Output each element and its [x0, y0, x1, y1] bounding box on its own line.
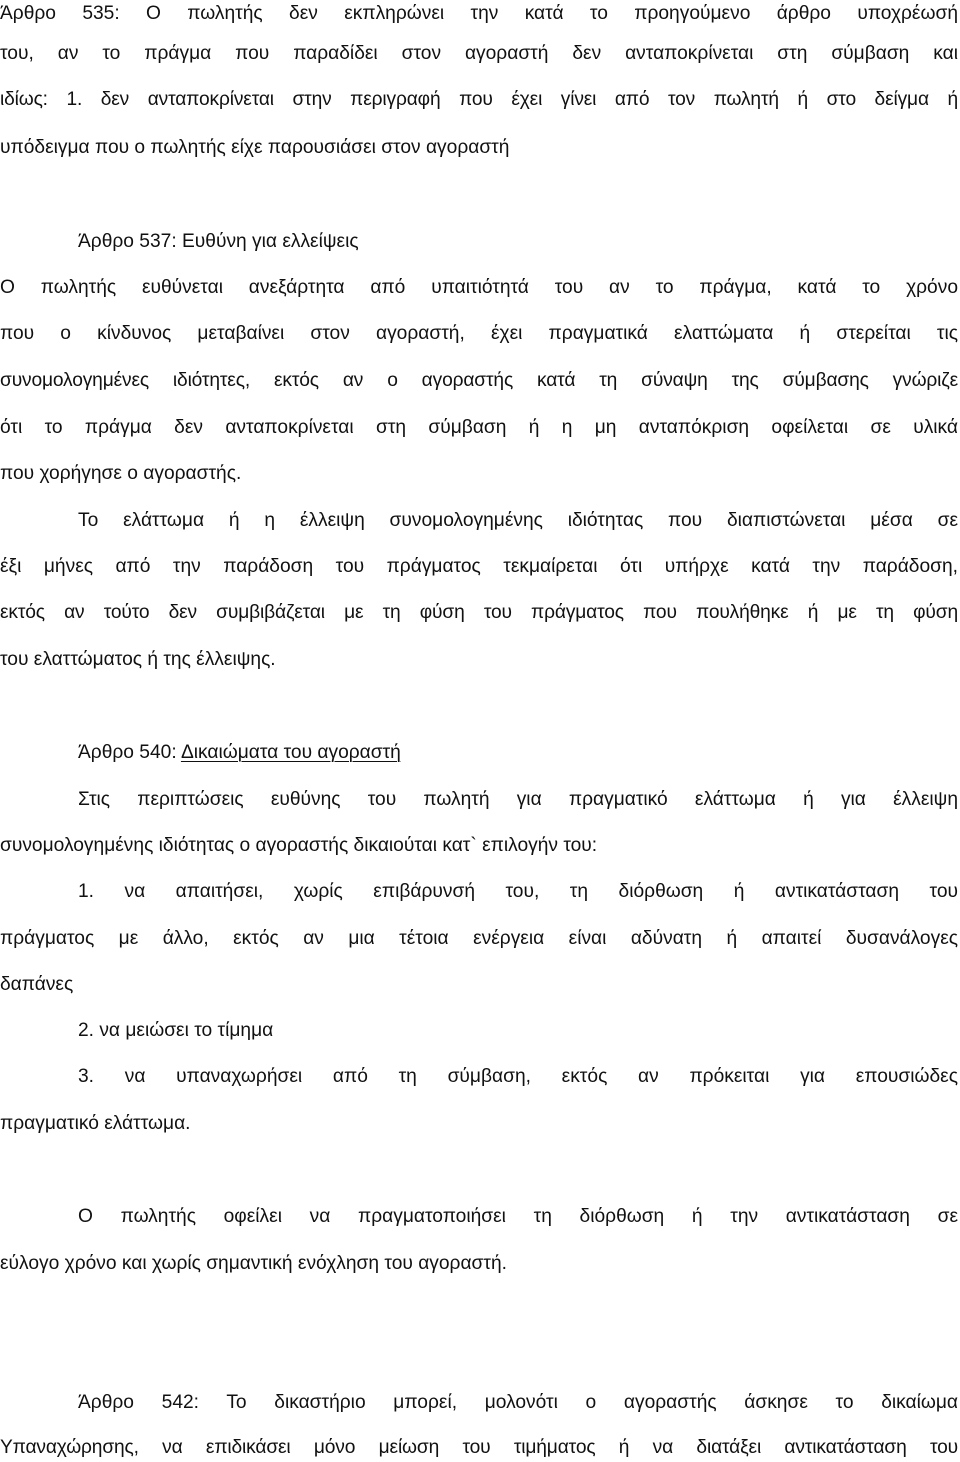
remedy-1-line-2: πράγματος με άλλο, εκτός αν μια τέτοια ενέργεια είναι αδύνατη ή απαιτεί δυσανάλογες [0, 928, 958, 949]
remedy-2: 2. να μειώσει το τίμημα [78, 1020, 274, 1041]
article-542-line-1: Άρθρο 542: Το δικαστήριο μπορεί, μολονότι ο αγοραστής άσκησε το δικαίωμα [78, 1392, 958, 1413]
article-537-line-4: ότι το πράγμα δεν ανταποκρίνεται στη σύμβαση ή η μη ανταπόκριση οφείλεται σε υλικά [0, 417, 958, 438]
defect-presumption-line-2: έξι μήνες από την παράδοση του πράγματος τεκμαίρεται ότι υπήρχε κατά την παράδοση, [0, 556, 958, 577]
article-535-line-4: υπόδειγμα που ο πωλητής είχε παρουσιάσει στον αγοραστή [0, 137, 510, 158]
article-540-heading [78, 739, 401, 767]
article-540-line-1: Στις περιπτώσεις ευθύνης του πωλητή για πραγματικό ελάττωμα ή για έλλειψη [78, 789, 958, 810]
article-542-line-2: Υπαναχώρησης, να επιδικάσει μόνο μείωση του τιμήματος ή να διατάξει αντικατάσταση του [0, 1437, 958, 1458]
remedy-1-line-1: 1. να απαιτήσει, χωρίς επιβάρυνσή του, τη διόρθωση ή αντικατάσταση του [78, 881, 958, 902]
article-535-line-1: Άρθρο 535: Ο πωλητής δεν εκπληρώνει την κατά το προηγούμενο άρθρο υποχρέωσή [0, 3, 958, 24]
remedy-1-line-3: δαπάνες [0, 974, 74, 995]
defect-presumption-line-3: εκτός αν τούτο δεν συμβιβάζεται με τη φύση του πράγματος που πουλήθηκε ή με τη φύση [0, 602, 958, 623]
remedy-3-line-1: 3. να υπαναχωρήσει από τη σύμβαση, εκτός αν πρόκειται για επουσιώδες [78, 1066, 958, 1087]
repair-duty-line-1: Ο πωλητής οφείλει να πραγματοποιήσει τη διόρθωση ή την αντικατάσταση σε [78, 1206, 958, 1227]
article-535-line-3: ιδίως: 1. δεν ανταποκρίνεται στην περιγραφή που έχει γίνει από τον πωλητή ή στο δείγμα ή [0, 89, 958, 110]
defect-presumption-line-1: Το ελάττωμα ή η έλλειψη συνομολογημένης ιδιότητας που διαπιστώνεται μέσα σε [78, 510, 958, 531]
article-535-line-2: του, αν το πράγμα που παραδίδει στον αγοραστή δεν ανταποκρίνεται στη σύμβαση και [0, 43, 958, 64]
article-537-line-5: που χορήγησε ο αγοραστής. [0, 463, 242, 484]
article-540-title: Δικαιώματα του αγοραστή [180, 742, 401, 763]
article-537-line-1: Ο πωλητής ευθύνεται ανεξάρτητα από υπαιτιότητά του αν το πράγμα, κατά το χρόνο [0, 277, 958, 298]
article-537-line-3: συνομολογημένες ιδιότητες, εκτός αν ο αγοραστής κατά τη σύναψη της σύμβασης γνώριζε [0, 370, 958, 391]
article-537-heading: Άρθρο 537: Ευθύνη για ελλείψεις [78, 231, 359, 252]
repair-duty-line-2: εύλογο χρόνο και χωρίς σημαντική ενόχληση του αγοραστή. [0, 1253, 507, 1274]
defect-presumption-line-4: του ελαττώματος ή της έλλειψης. [0, 649, 276, 670]
article-537-line-2: που ο κίνδυνος μεταβαίνει στον αγοραστή, έχει πραγματικά ελαττώματα ή στερείται τις [0, 323, 958, 344]
remedy-3-line-2: πραγματικό ελάττωμα. [0, 1113, 191, 1134]
article-540-line-2: συνομολογημένης ιδιότητας ο αγοραστής δικαιούται κατ` επιλογήν του: [0, 835, 598, 856]
article-540-label: Άρθρο 540: [78, 742, 181, 763]
